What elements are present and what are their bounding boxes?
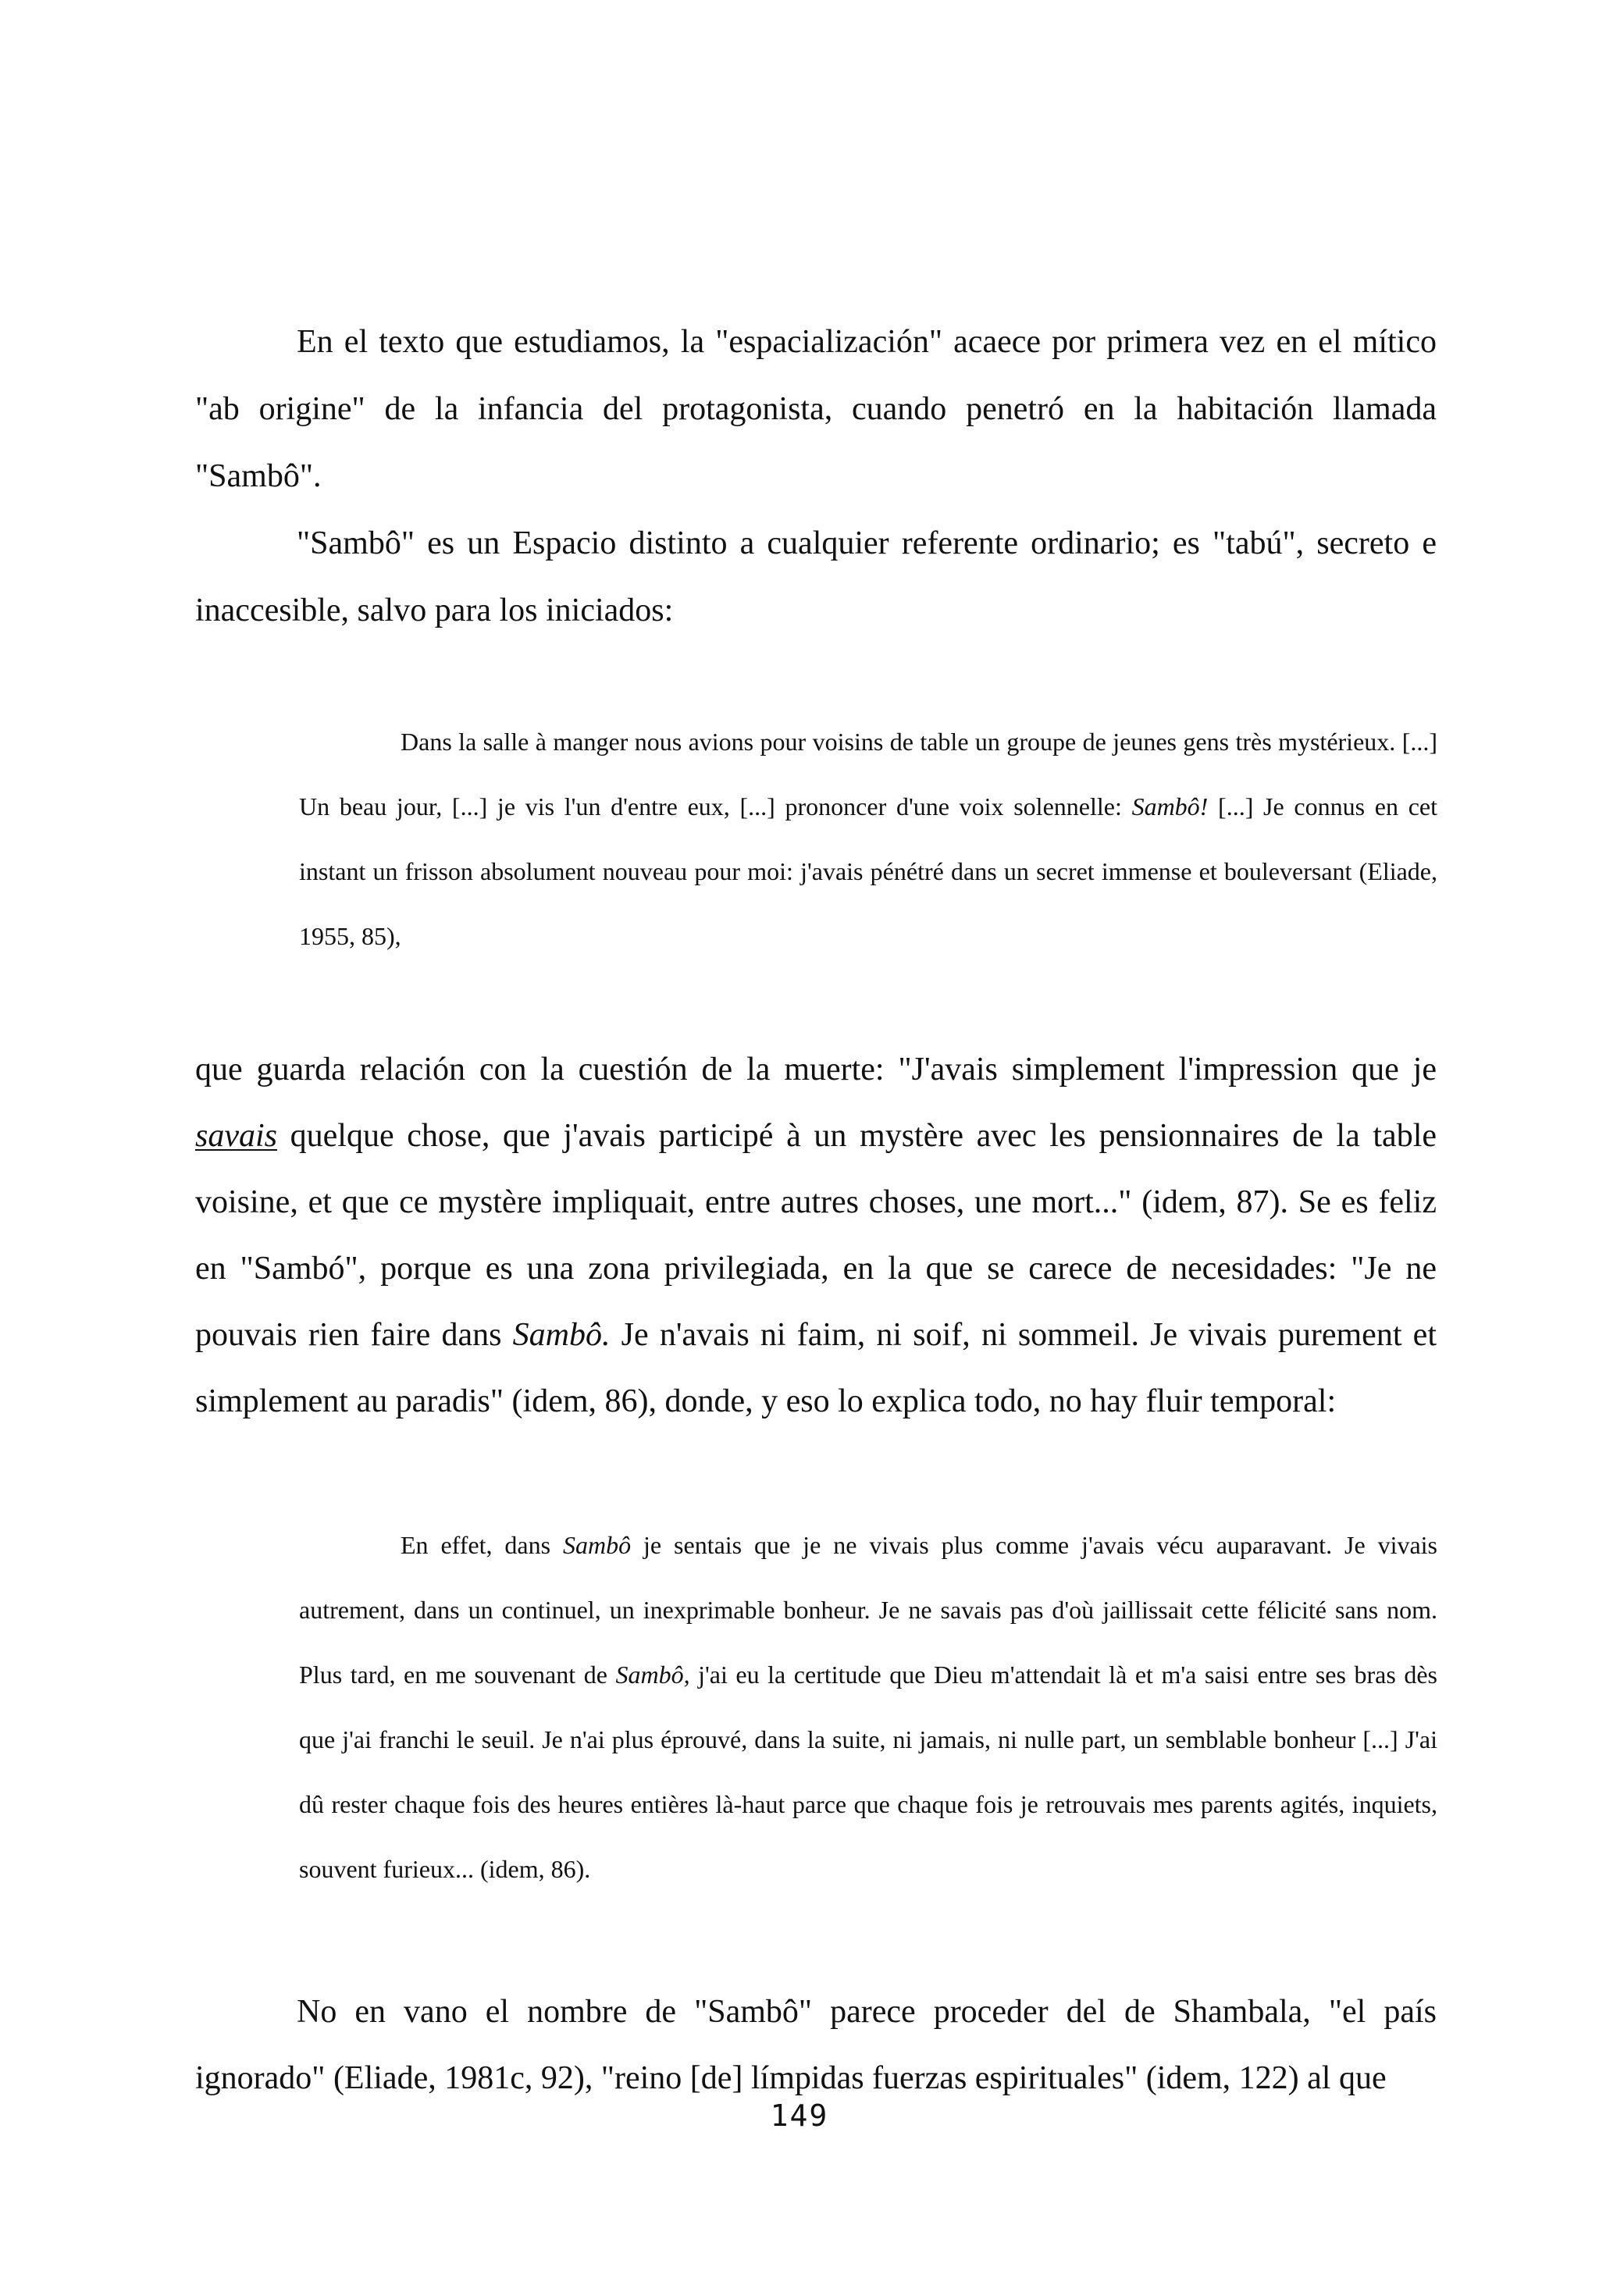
page-number: 149	[770, 2098, 829, 2133]
paragraph-3-text-a: que guarda relación con la cuestión de la muerte: "J'avais simplement l'impression que je	[195, 1052, 1437, 1087]
quote-1-italic-sambo: Sambô!	[1131, 792, 1209, 821]
block-quote-2	[299, 1513, 1437, 1902]
quote-1-text-a: Dans la salle à manger nous avions pour voisins de table un groupe de jeunes gens très mystérieux. [...] Un beau jour, [...] je vis l'un d'entre eux, [...] prononcer d'une voix solennelle:	[299, 728, 1437, 821]
paragraph-3-italic-savais: savais	[195, 1118, 277, 1154]
paragraph-3-text-c: quelque chose, que j'avais participé à un mystère avec les pensionnaires de la table voisine, et que ce mystère impliquait, entre autres choses, une mort..." (idem, 87). Se es feliz en "Sambó", porque es una zona privilegiada, en la que se carece de necesidades: "Je ne pouvais rien faire dans	[195, 1118, 1437, 1353]
body-paragraph-1: En el texto que estudiamos, la "espacialización" acaece por primera vez en el mítico "ab origine" de la infancia del protagonista, cuando penetró en la habitación llamada "Sambô".	[195, 324, 1437, 494]
block-quote-1	[299, 710, 1437, 969]
paragraph-3-italic-sambo: Sambô.	[512, 1317, 611, 1353]
body-paragraph-2: "Sambô" es un Espacio distinto a cualquier referente ordinario; es "tabú", secreto e inaccesible, salvo para los iniciados:	[195, 525, 1437, 628]
quote-2-text-c: je sentais que je ne vivais plus comme j'avais vécu auparavant. Je vivais autrement, dans un continuel, un inexprimable bonheur. Je ne savais pas d'où jaillissait cette félicité sans nom. Plus tard, en me souvenant de	[299, 1531, 1438, 1689]
paragraph-3-text-e: Je n'avais ni faim, ni soif, ni sommeil. Je vivais purement et simplement au paradis" (idem, 86), donde, y eso lo explica todo, no hay fluir temporal:	[195, 1317, 1437, 1419]
quote-2-text-e: j'ai eu la certitude que Dieu m'attendait là et m'a saisi entre ses bras dès que j'ai franchi le seuil. Je n'ai plus éprouvé, dans la suite, ni jamais, ni nulle part, un semblable bonheur [...] J'ai dû rester chaque fois des heures entières là-haut parce que chaque fois je retrouvais mes parents agités, inquiets, souvent furieux... (idem, 86).	[299, 1661, 1438, 1883]
quote-2-italic-sambo-1: Sambô	[563, 1531, 632, 1559]
body-paragraph-3	[195, 1037, 1437, 1435]
quote-2-text-a: En effet, dans	[401, 1531, 563, 1559]
quote-2-italic-sambo-2: Sambô,	[615, 1661, 690, 1689]
quote-1-text-c: [...] Je connus en cet instant un frisson absolument nouveau pour moi: j'avais pénétré dans un secret immense et bouleversant (Eliade, 1955, 85),	[299, 792, 1438, 950]
body-paragraph-4: No en vano el nombre de "Sambô" parece proceder del de Shambala, "el país ignorado" (Eliade, 1981c, 92), "reino [de] límpidas fuerzas espirituales" (idem, 122) al que	[195, 1994, 1437, 2096]
